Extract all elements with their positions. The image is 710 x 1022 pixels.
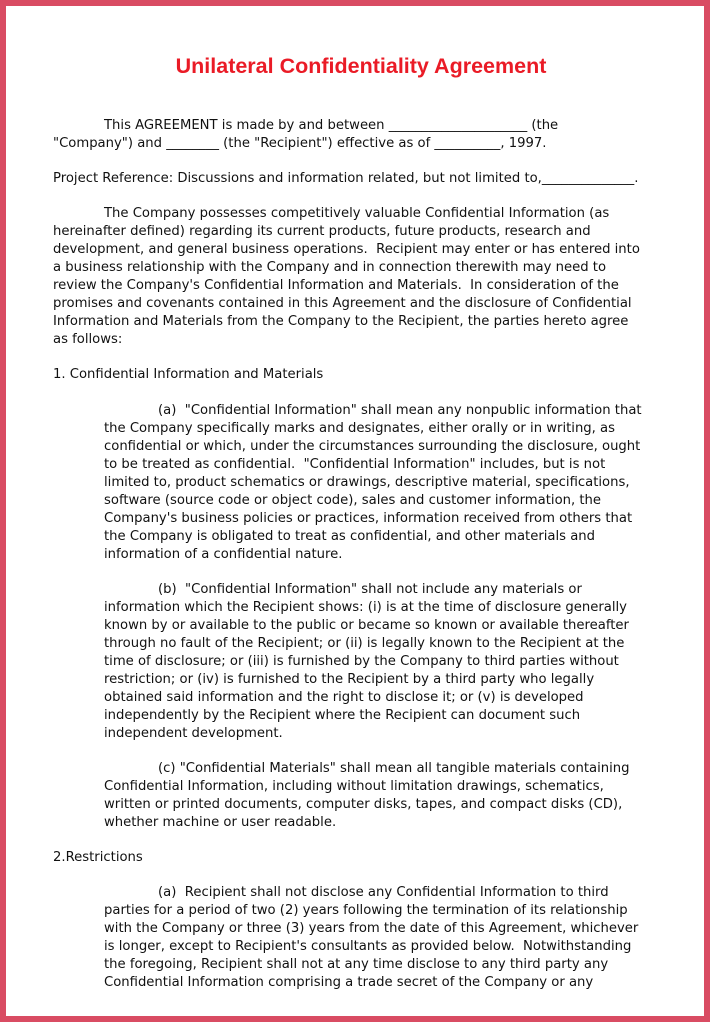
intro-line: "Company") and ________ (the "Recipient") effective as of __________, 1997.	[53, 136, 547, 151]
project-reference: Project Reference: Discussions and information related, but not limited to,______________.	[53, 171, 639, 186]
paragraph-line: obtained said information and the right to disclose it; or (v) is developed	[104, 690, 584, 705]
paragraph-line: confidential or which, under the circumstances surrounding the disclosure, ought	[104, 439, 641, 454]
paragraph-line: with the Company or three (3) years from the date of this Agreement, whichever	[104, 921, 639, 936]
preamble-line: promises and covenants contained in this Agreement and the disclosure of Confidential	[53, 296, 632, 311]
paragraph-line: the foregoing, Recipient shall not at any time disclose to any third party any	[104, 957, 609, 972]
paragraph-line: software (source code or object code), sales and customer information, the	[104, 493, 602, 508]
paragraph-line: (c) "Confidential Materials" shall mean all tangible materials containing	[158, 761, 630, 776]
paragraph-line: restriction; or (iv) is furnished to the Recipient by a third party who legally	[104, 672, 595, 687]
preamble-line: development, and general business operations. Recipient may enter or has entered into	[53, 242, 640, 257]
paragraph-line: is longer, except to Recipient's consultants as provided below. Notwithstanding	[104, 939, 632, 954]
paragraph-line: independently by the Recipient where the Recipient can document such	[104, 708, 581, 723]
paragraph-line: Confidential Information, including without limitation drawings, schematics,	[104, 779, 604, 794]
paragraph-line: (b) "Confidential Information" shall not include any materials or	[158, 582, 582, 597]
intro-line: This AGREEMENT is made by and between _____________________ (the	[104, 118, 559, 133]
preamble-line: hereinafter defined) regarding its current products, future products, research and	[53, 224, 591, 239]
paragraph-line: known by or available to the public or became so known or available thereafter	[104, 618, 629, 633]
preamble-line: Information and Materials from the Company to the Recipient, the parties hereto agree	[53, 314, 629, 329]
paragraph-line: (a) "Confidential Information" shall mean any nonpublic information that	[158, 403, 642, 418]
paragraph-line: the Company is obligated to treat as confidential, and other materials and	[104, 529, 596, 544]
paragraph-line: information of a confidential nature.	[104, 547, 343, 562]
paragraph-line: Confidential Information comprising a trade secret of the Company or any	[104, 975, 594, 990]
paragraph-line: time of disclosure; or (iii) is furnished by the Company to third parties without	[104, 654, 619, 669]
section-heading: 1. Confidential Information and Materials	[53, 367, 324, 382]
paragraph-line: independent development.	[104, 726, 283, 741]
paragraph-line: written or printed documents, computer disks, tapes, and compact disks (CD),	[104, 797, 623, 812]
section-heading: 2.Restrictions	[53, 850, 143, 865]
paragraph-line: whether machine or user readable.	[104, 815, 337, 830]
paragraph-line: parties for a period of two (2) years following the termination of its relationship	[104, 903, 628, 918]
paragraph-line: information which the Recipient shows: (i) is at the time of disclosure generally	[104, 600, 627, 615]
preamble-line: a business relationship with the Company and in connection therewith may need to	[53, 260, 607, 275]
paragraph-line: through no fault of the Recipient; or (ii) is legally known to the Recipient at the	[104, 636, 625, 651]
paragraph-line: Company's business policies or practices, information received from others that	[104, 511, 633, 526]
preamble-line: as follows:	[53, 332, 123, 347]
document-title: Unilateral Confidentiality Agreement	[175, 54, 547, 78]
preamble-line: review the Company's Confidential Information and Materials. In consideration of the	[53, 278, 619, 293]
paragraph-line: the Company specifically marks and designates, either orally or in writing, as	[104, 421, 616, 436]
paragraph-line: (a) Recipient shall not disclose any Confidential Information to third	[158, 885, 609, 900]
preamble-line: The Company possesses competitively valuable Confidential Information (as	[104, 206, 610, 221]
paragraph-line: to be treated as confidential. "Confidential Information" includes, but is not	[104, 457, 606, 472]
paragraph-line: limited to, product schematics or drawings, descriptive material, specifications,	[104, 475, 630, 490]
